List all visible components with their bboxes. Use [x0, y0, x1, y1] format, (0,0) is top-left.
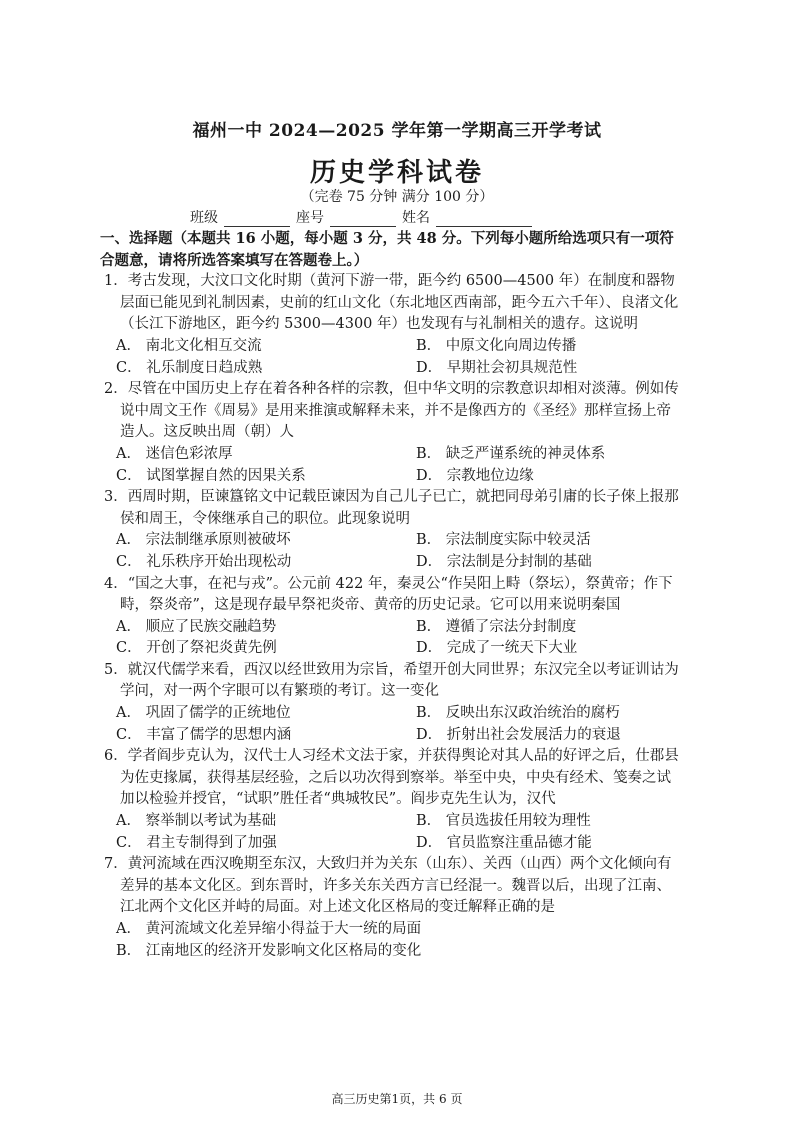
question-6 — [104, 746, 680, 854]
section-title: 一、选择题（本题共 16 小题，每小题 3 分，共 48 分。下列每小题所给选项只有一项符合题意，请将所选答案填写在答题卷上。） — [100, 230, 674, 269]
option-d: D． 早期社会初具规范性 — [416, 359, 578, 376]
page-footer: 高三历史第1页，共 6 页 — [331, 1092, 463, 1106]
option-a: A． 巩固了儒学的正统地位 — [116, 705, 291, 722]
option-c: C． 君主专制得到了加强 — [116, 834, 277, 851]
option-d: D． 宗法制是分封制的基础 — [416, 553, 592, 570]
question-stem: 1．考古发现，大汶口文化时期（黄河下游一带，距今约 6500—4500 年）在制度和器物层面已能见到礼制因素，史前的红山文化（东北地区西南部，距今五六千年）、良渚文化（长江下游地区，距今约 5300—4300 年）也发现有与礼制相关的遗存。这说明 — [104, 273, 679, 333]
option-b: B． 江南地区的经济开发影响文化区格局的变化 — [116, 942, 422, 959]
question-3 — [104, 487, 680, 573]
option-d: D． 官员监察注重品德才能 — [416, 834, 592, 851]
seat-label: 座号 — [296, 210, 324, 226]
options — [104, 811, 680, 854]
class-blank[interactable] — [224, 212, 290, 227]
option-b: B． 中原文化向周边传播 — [416, 337, 577, 354]
subject-title: 历史学科试卷 — [309, 158, 484, 188]
option-c: C． 试图掌握自然的因果关系 — [116, 467, 306, 484]
options — [104, 919, 680, 962]
option-b: B． 宗法制度实际中较灵活 — [416, 532, 591, 549]
question-1 — [104, 271, 680, 379]
exam-note: （完卷 75 分钟 满分 100 分） — [300, 189, 494, 205]
question-stem: 4．“国之大事，在祀与戎”。公元前 422 年，秦灵公“作吴阳上畤（祭坛），祭黄帝；作下畤，祭炎帝”，这是现存最早祭祀炎帝、黄帝的历史记录。它可以用来说明秦国 — [104, 575, 673, 614]
option-a: A． 南北文化相互交流 — [116, 337, 262, 354]
option-a: A． 察举制以考试为基础 — [116, 813, 277, 830]
option-c: C． 丰富了儒学的思想内涵 — [116, 726, 292, 743]
option-d: D． 完成了一统天下大业 — [416, 640, 578, 657]
question-4 — [104, 574, 680, 660]
question-stem: 2．尽管在中国历史上存在着各种各样的宗教，但中华文明的宗教意识却相对淡薄。例如传说中周文王作《周易》是用来推演或解释未来，并不是像西方的《圣经》那样宣扬上帝造人。这反映出周（朝）人 — [104, 381, 679, 441]
options — [104, 336, 680, 379]
class-label: 班级 — [190, 210, 218, 226]
options — [104, 617, 680, 660]
option-c: C． 礼乐秩序开始出现松动 — [116, 553, 292, 570]
option-d: D． 宗教地位边缘 — [416, 467, 534, 484]
options — [104, 444, 680, 487]
student-info — [190, 207, 532, 227]
option-d: D． 折射出社会发展活力的衰退 — [416, 726, 621, 743]
option-a: A． 黄河流域文化差异缩小得益于大一统的局面 — [116, 921, 422, 937]
option-a: A． 顺应了民族交融趋势 — [116, 618, 277, 635]
option-c: C． 开创了祭祀炎黄先例 — [116, 640, 277, 657]
question-5 — [104, 660, 680, 746]
question-stem: 7．黄河流域在西汉晚期至东汉，大致归并为关东（山东）、关西（山西）两个文化倾向有差异的基本文化区。到东晋时，许多关东关西方言已经混一。魏晋以后，出现了江南、江北两个文化区并峙的局面。对上述文化区格局的变迁解释正确的是 — [104, 856, 672, 916]
name-label: 姓名 — [402, 210, 430, 226]
question-7 — [104, 854, 680, 962]
option-b: B． 缺乏严谨系统的神灵体系 — [416, 445, 606, 462]
question-2 — [104, 379, 680, 487]
name-blank[interactable] — [436, 212, 532, 227]
question-list — [100, 228, 680, 962]
options — [104, 703, 680, 746]
option-c: C． 礼乐制度日趋成熟 — [116, 359, 263, 376]
question-stem: 6．学者阎步克认为，汉代士人习经术文法于家，并获得舆论对其人品的好评之后，仕郡县为佐吏掾属，获得基层经验，之后以功次得到察举。举至中央，中央有经术、笺奏之试加以检验并授官，“试职”胜任者“典城牧民”。阎步克先生认为，汉代 — [104, 748, 679, 808]
option-b: B． 反映出东汉政治统治的腐朽 — [416, 705, 620, 722]
option-b: B． 官员选拔任用较为理性 — [416, 813, 591, 830]
exam-title: 福州一中 2024—2025 学年第一学期高三开学考试 — [192, 121, 602, 141]
question-stem: 5．就汉代儒学来看，西汉以经世致用为宗旨，希望开创大同世界；东汉完全以考证训诂为学问，对一两个字眼可以有繁琐的考订。这一变化 — [104, 661, 679, 700]
options — [104, 530, 680, 573]
option-a: A． 迷信色彩浓厚 — [116, 445, 233, 462]
option-a: A． 宗法制继承原则被破坏 — [116, 532, 291, 549]
seat-blank[interactable] — [330, 212, 396, 227]
question-stem: 3．西周时期，臣谏簋铭文中记载臣谏因为自己儿子已亡，就把同母弟引庸的长子倈上报那侯和周王，令倈继承自己的职位。此现象说明 — [104, 489, 679, 527]
option-b: B． 遵循了宗法分封制度 — [416, 618, 577, 635]
